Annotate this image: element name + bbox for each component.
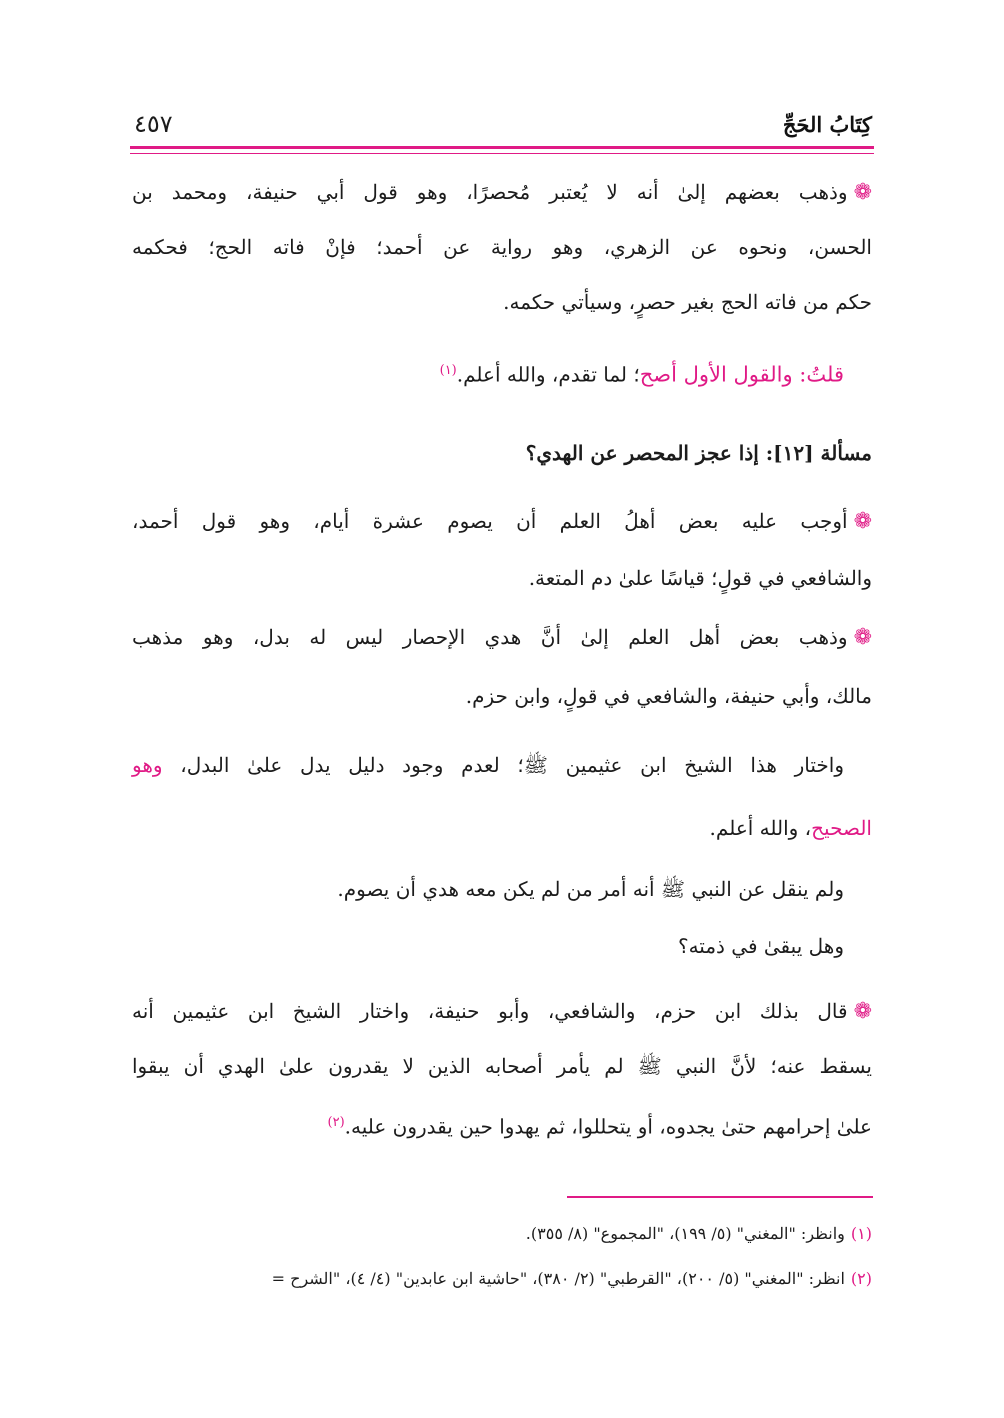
header-rule-thick xyxy=(130,146,874,149)
footnote-ref-2: (٢) xyxy=(327,1115,345,1130)
opinion-lead: قلتُ: والقول الأول أصح xyxy=(639,362,844,387)
flower-ornament-icon: ❁ xyxy=(853,625,872,650)
question-text: إذا عجز المحصر عن الهدي؟ xyxy=(525,441,759,465)
page-header xyxy=(130,112,874,140)
flower-ornament-icon: ❁ xyxy=(853,999,872,1024)
para2-line1: ❁أوجب عليه بعض أهلُ العلم أن يصوم عشرة أيام، وهو قول أحمد، xyxy=(132,509,872,534)
opinion2-line2: الصحيح، والله أعلم. xyxy=(709,816,872,840)
para4-line1: ولم ينقل عن النبي ﷺ أنه أمر من لم يكن معه هدي أن يصوم. xyxy=(337,877,844,901)
flower-ornament-icon: ❁ xyxy=(853,180,872,205)
para2-line2: والشافعي في قولٍ؛ قياسًا علىٰ دم المتعة. xyxy=(528,566,872,590)
footnote-ref-1: (١) xyxy=(439,363,457,378)
opinion1-line: قلتُ: والقول الأول أصح؛ لما تقدم، والله أعلم.$^{(١)}$ xyxy=(439,362,844,387)
para3-line1: ❁وذهب بعض أهل العلم إلىٰ أنَّ هدي الإحصار ليس له بدل، وهو مذهب xyxy=(132,625,872,650)
para5-line2: يسقط عنه؛ لأنَّ النبي ﷺ لم يأمر أصحابه الذين لا يقدرون علىٰ الهدي أن يبقوا xyxy=(132,1054,872,1078)
footnote-2: (٢)انظر: "المغني" (٥/ ٢٠٠)، "القرطبي" (٢/ ٣٨٠)، "حاشية ابن عابدين" (٤/ ٤)، "الشرح = xyxy=(271,1269,872,1288)
para1-line1: ❁وذهب بعضهم إلىٰ أنه لا يُعتبر مُحصرًا، وهو قول أبي حنيفة، ومحمد بن xyxy=(132,180,872,205)
header-rule-thin xyxy=(130,153,874,154)
para3-line2: مالك، وأبي حنيفة، والشافعي في قولٍ، وابن حزم. xyxy=(465,684,872,708)
para1-line2: الحسن، ونحوه عن الزهري، وهو رواية عن أحمد؛ فإنْ فاته الحج؛ فحكمه xyxy=(132,235,872,259)
para5-line3: علىٰ إحرامهم حتىٰ يجدوه، أو يتحللوا، ثم يهدوا حين يقدرون عليه.$^{(٢)}$ xyxy=(327,1114,872,1139)
footnote-separator xyxy=(567,1196,873,1198)
footnote-1: (١)وانظر: "المغني" (٥/ ١٩٩)، "المجموع" (٨/ ٣٥٥). xyxy=(525,1224,872,1243)
question-heading xyxy=(132,437,872,469)
opinion2-line1: واختار هذا الشيخ ابن عثيمين ﷺ؛ لعدم وجود دليل يدل علىٰ البدل، وهو xyxy=(132,753,844,777)
para5-line1: ❁قال بذلك ابن حزم، والشافعي، وأبو حنيفة، واختار الشيخ ابن عثيمين أنه xyxy=(132,999,872,1024)
page-number: ٤٥٧ xyxy=(134,110,173,138)
para4-line2: وهل يبقىٰ في ذمته؟ xyxy=(677,934,844,958)
book-title: كِتَابُ الحَجِّ xyxy=(782,112,872,137)
flower-ornament-icon: ❁ xyxy=(853,509,872,534)
question-label: مسألة [١٢]: xyxy=(765,441,872,465)
para1-line3: حكم من فاته الحج بغير حصرٍ، وسيأتي حكمه. xyxy=(503,290,872,314)
